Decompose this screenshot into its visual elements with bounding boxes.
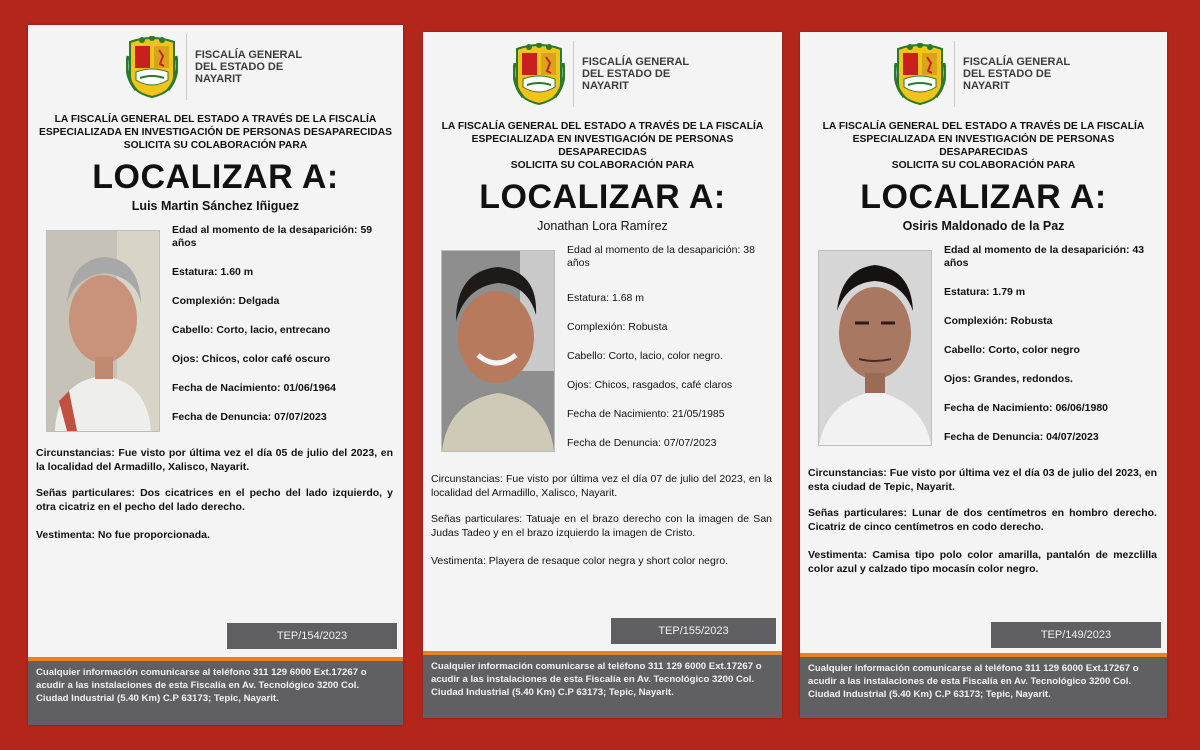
- case-number: TEP/155/2023: [611, 618, 776, 644]
- headline: LOCALIZAR A:: [860, 178, 1107, 216]
- height-fact: Estatura: 1.60 m: [172, 266, 254, 278]
- distinguishing-marks: Señas particulares: Dos cicatrices en el pecho del lado izquierdo, y otra cicatriz en el pecho del lado derecho.: [36, 487, 393, 513]
- height-fact: Estatura: 1.79 m: [944, 286, 1026, 298]
- height-fact: Estatura: 1.68 m: [567, 292, 645, 304]
- person-facts: [172, 224, 397, 440]
- person-name: Luis Martin Sánchez Iñiguez: [131, 199, 300, 213]
- agency-name: FISCALÍA GENERAL DEL ESTADO DE NAYARIT: [963, 56, 1071, 92]
- intro-text: LA FISCALÍA GENERAL DEL ESTADO A TRAVÉS DE LA FISCALÍA ESPECIALIZADA EN INVESTIGACIÓN DE PERSONAS DESAPARECIDAS SOLICITA SU COLABORACIÓN PARA: [39, 114, 392, 151]
- report-fact: Fecha de Denuncia: 07/07/2023: [172, 411, 327, 423]
- birth-fact: Fecha de Nacimiento: 06/06/1980: [944, 402, 1109, 414]
- contact-footer: Cualquier información comunicarse al teléfono 311 129 6000 Ext.17267 o acudir a las instalaciones de esta Fiscalía en Av. Tecnológico 3200 Col. Ciudad Industrial (5.40 Km) C.P 63173; Tepic, Nayarit.: [800, 657, 1167, 718]
- agency-name: FISCALÍA GENERAL DEL ESTADO DE NAYARIT: [195, 49, 303, 85]
- person-photo: [818, 250, 932, 446]
- circumstances: Circunstancias: Fue visto por última vez el día 03 de julio del 2023, en esta ciudad de Tepic, Nayarit.: [808, 467, 1157, 493]
- person-name: Osiris Maldonado de la Paz: [902, 219, 1065, 233]
- birth-fact: Fecha de Nacimiento: 01/06/1964: [172, 382, 337, 394]
- intro-text: LA FISCALÍA GENERAL DEL ESTADO A TRAVÉS DE LA FISCALÍA ESPECIALIZADA EN INVESTIGACIÓN DE PERSONAS DESAPARECIDAS SOLICITA SU COLABORACIÓN PARA: [441, 121, 764, 171]
- case-number: TEP/149/2023: [991, 622, 1161, 648]
- agency-logo: [28, 34, 403, 100]
- headline: LOCALIZAR A:: [92, 158, 339, 196]
- agency-logo: [423, 41, 782, 107]
- birth-fact: Fecha de Nacimiento: 21/05/1985: [567, 408, 725, 420]
- state-seal-icon: [894, 43, 946, 105]
- age-fact: Edad al momento de la desaparición: 38 años: [567, 244, 755, 269]
- contact-footer: Cualquier información comunicarse al teléfono 311 129 6000 Ext.17267 o acudir a las instalaciones de esta Fiscalía en Av. Tecnológico 3200 Col. Ciudad Industrial (5.40 Km) C.P 63173; Tepic, Nayarit.: [28, 661, 403, 725]
- clothing: Vestimenta: Playera de resaque color negra y short color negro.: [431, 555, 729, 567]
- circumstances: Circunstancias: Fue visto por última vez el día 07 de julio del 2023, en la localidad del Armadillo, Xalisco, Nayarit.: [431, 473, 772, 499]
- eyes-fact: Ojos: Chicos, color café oscuro: [172, 353, 331, 365]
- person-photo: [441, 250, 555, 452]
- missing-person-card: [800, 32, 1167, 718]
- agency-name: FISCALÍA GENERAL DEL ESTADO DE NAYARIT: [582, 56, 690, 92]
- missing-person-card: [28, 25, 403, 725]
- headline: LOCALIZAR A:: [479, 178, 726, 216]
- eyes-fact: Ojos: Grandes, redondos.: [944, 373, 1073, 385]
- hair-fact: Cabello: Corto, lacio, entrecano: [172, 324, 331, 336]
- person-photo: [46, 230, 160, 432]
- state-seal-icon: [126, 36, 178, 98]
- intro-text: LA FISCALÍA GENERAL DEL ESTADO A TRAVÉS DE LA FISCALÍA ESPECIALIZADA EN INVESTIGACIÓN DE PERSONAS DESAPARECIDAS SOLICITA SU COLABORACIÓN PARA: [822, 121, 1145, 171]
- build-fact: Complexión: Delgada: [172, 295, 280, 307]
- distinguishing-marks: Señas particulares: Lunar de dos centímetros en hombro derecho. Cicatriz de cinco centímetros en codo derecho.: [808, 507, 1157, 533]
- hair-fact: Cabello: Corto, color negro: [944, 344, 1080, 356]
- clothing: Vestimenta: Camisa tipo polo color amarilla, pantalón de mezclilla color azul y calzado tipo mocasín color negro.: [808, 549, 1157, 575]
- report-fact: Fecha de Denuncia: 04/07/2023: [944, 431, 1099, 443]
- missing-person-card: [423, 32, 782, 718]
- agency-logo: [800, 41, 1167, 107]
- distinguishing-marks: Señas particulares: Tatuaje en el brazo derecho con la imagen de San Judas Tadeo y en el brazo izquierdo la imagen de Cristo.: [431, 513, 772, 539]
- person-facts: [944, 244, 1161, 460]
- person-facts: [567, 244, 776, 466]
- logo-divider: [954, 41, 955, 107]
- logo-divider: [186, 34, 187, 100]
- build-fact: Complexión: Robusta: [944, 315, 1053, 327]
- logo-divider: [573, 41, 574, 107]
- circumstances: Circunstancias: Fue visto por última vez el día 05 de julio del 2023, en la localidad del Armadillo, Xalisco, Nayarit.: [36, 447, 394, 473]
- case-number: TEP/154/2023: [227, 623, 397, 649]
- age-fact: Edad al momento de la desaparición: 59 años: [172, 224, 373, 249]
- build-fact: Complexión: Robusta: [567, 321, 668, 333]
- hair-fact: Cabello: Corto, lacio, color negro.: [567, 350, 723, 362]
- state-seal-icon: [513, 43, 565, 105]
- report-fact: Fecha de Denuncia: 07/07/2023: [567, 437, 717, 449]
- age-fact: Edad al momento de la desaparición: 43 años: [944, 244, 1145, 269]
- eyes-fact: Ojos: Chicos, rasgados, café claros: [567, 379, 733, 391]
- contact-footer: Cualquier información comunicarse al teléfono 311 129 6000 Ext.17267 o acudir a las instalaciones de esta Fiscalía en Av. Tecnológico 3200 Col. Ciudad Industrial (5.40 Km) C.P 63173; Tepic, Nayarit.: [423, 655, 782, 718]
- clothing: Vestimenta: No fue proporcionada.: [36, 529, 210, 541]
- person-name: Jonathan Lora Ramírez: [537, 219, 668, 233]
